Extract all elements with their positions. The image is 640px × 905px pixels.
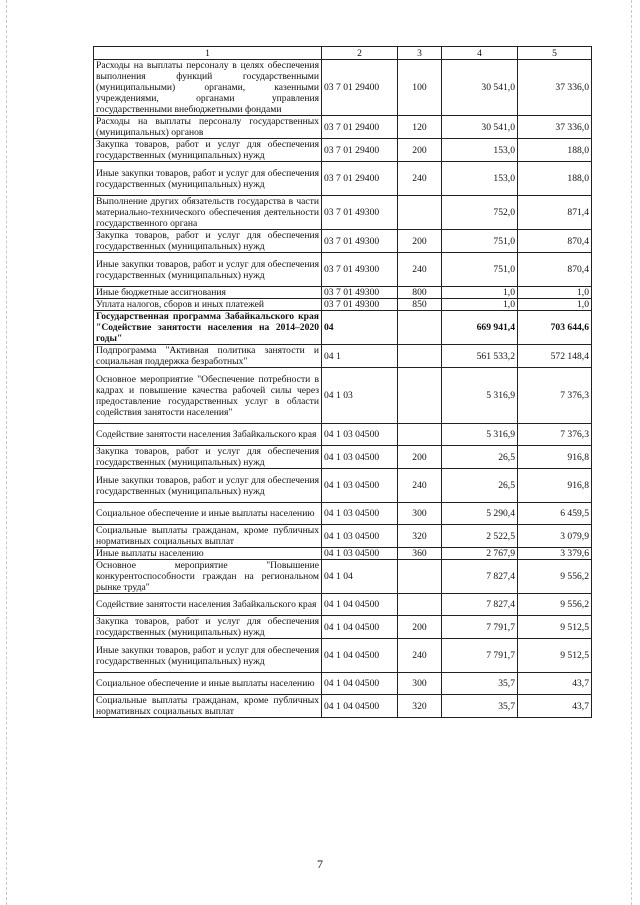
table-row	[94, 525, 592, 548]
row-type	[398, 368, 442, 424]
row-code: 04 1 04 04500	[322, 673, 398, 695]
row-name: Иные выплаты населению	[94, 548, 322, 560]
row-value-2022: 3 379,6	[518, 548, 592, 560]
row-type: 240	[398, 162, 442, 196]
table-row	[94, 60, 592, 116]
row-code: 04 1 03 04500	[322, 503, 398, 525]
row-value-2022: 1,0	[518, 287, 592, 299]
row-code: 04 1 04 04500	[322, 639, 398, 673]
row-type	[398, 424, 442, 446]
row-type: 120	[398, 116, 442, 139]
row-value-2022: 916,8	[518, 446, 592, 469]
row-code: 04 1 03 04500	[322, 548, 398, 560]
row-value-2021: 30 541,0	[442, 116, 518, 139]
row-code: 04 1 04 04500	[322, 695, 398, 718]
row-code: 04	[322, 311, 398, 345]
row-value-2021: 26,5	[442, 446, 518, 469]
row-value-2021: 2 522,5	[442, 525, 518, 548]
row-value-2022: 9 512,5	[518, 616, 592, 639]
row-name: Социальные выплаты гражданам, кроме публичных нормативных социальных выплат	[94, 525, 322, 548]
row-value-2021: 1,0	[442, 299, 518, 311]
page-number: 7	[317, 857, 323, 871]
row-name: Уплата налогов, сборов и иных платежей	[94, 299, 322, 311]
row-type: 100	[398, 60, 442, 116]
row-code: 04 1 03	[322, 368, 398, 424]
table-row	[94, 594, 592, 616]
row-value-2021: 1,0	[442, 287, 518, 299]
row-type: 200	[398, 230, 442, 253]
row-value-2022: 9 556,2	[518, 560, 592, 594]
table-row	[94, 548, 592, 560]
row-name: Социальное обеспечение и иные выплаты населению	[94, 673, 322, 695]
row-value-2021: 561 533,2	[442, 345, 518, 368]
row-value-2022: 3 079,9	[518, 525, 592, 548]
row-value-2021: 7 791,7	[442, 639, 518, 673]
table-row	[94, 230, 592, 253]
row-name: Социальные выплаты гражданам, кроме публичных нормативных социальных выплат	[94, 695, 322, 718]
row-name: Расходы на выплаты персоналу в целях обеспечения выполнения функций государственными (муниципальными) органами, казенными учреждениями, органами управления государственными внебюджетными фондами	[94, 60, 322, 116]
row-code: 04 1 04 04500	[322, 594, 398, 616]
row-value-2021: 5 290,4	[442, 503, 518, 525]
table-row	[94, 616, 592, 639]
table-row	[94, 639, 592, 673]
row-type: 240	[398, 639, 442, 673]
table-row	[94, 695, 592, 718]
row-code: 04 1 03 04500	[322, 424, 398, 446]
row-type	[398, 345, 442, 368]
row-type: 300	[398, 673, 442, 695]
row-type	[398, 560, 442, 594]
header-cell-4: 4	[442, 47, 518, 60]
header-row	[94, 47, 592, 60]
row-type: 360	[398, 548, 442, 560]
row-value-2021: 26,5	[442, 469, 518, 503]
row-value-2021: 669 941,4	[442, 311, 518, 345]
scan-edge-left	[6, 0, 8, 905]
row-code: 03 7 01 29400	[322, 162, 398, 196]
row-name: Закупка товаров, работ и услуг для обеспечения государственных (муниципальных) нужд	[94, 616, 322, 639]
table-row	[94, 446, 592, 469]
row-value-2022: 43,7	[518, 695, 592, 718]
row-name: Закупка товаров, работ и услуг для обеспечения государственных (муниципальных) нужд	[94, 446, 322, 469]
row-name: Содействие занятости населения Забайкальского края	[94, 424, 322, 446]
row-value-2021: 30 541,0	[442, 60, 518, 116]
row-code: 03 7 01 29400	[322, 60, 398, 116]
row-name: Расходы на выплаты персоналу государственных (муниципальных) органов	[94, 116, 322, 139]
table-row	[94, 116, 592, 139]
row-type: 300	[398, 503, 442, 525]
table-row	[94, 162, 592, 196]
row-value-2022: 1,0	[518, 299, 592, 311]
row-code: 03 7 01 49300	[322, 299, 398, 311]
row-type: 850	[398, 299, 442, 311]
table-row	[94, 424, 592, 446]
table-row	[94, 299, 592, 311]
table-row	[94, 196, 592, 230]
table-row	[94, 139, 592, 162]
row-code: 03 7 01 49300	[322, 230, 398, 253]
row-type: 200	[398, 139, 442, 162]
row-code: 03 7 01 29400	[322, 139, 398, 162]
row-type: 800	[398, 287, 442, 299]
row-code: 03 7 01 29400	[322, 116, 398, 139]
row-name: Закупка товаров, работ и услуг для обеспечения государственных (муниципальных) нужд	[94, 139, 322, 162]
row-type	[398, 594, 442, 616]
row-code: 03 7 01 49300	[322, 253, 398, 287]
row-value-2021: 2 767,9	[442, 548, 518, 560]
row-value-2021: 5 316,9	[442, 368, 518, 424]
row-value-2022: 37 336,0	[518, 60, 592, 116]
table-row	[94, 368, 592, 424]
scan-edge-right	[631, 0, 633, 905]
row-type: 240	[398, 253, 442, 287]
row-value-2021: 751,0	[442, 230, 518, 253]
row-type: 320	[398, 525, 442, 548]
table-row	[94, 311, 592, 345]
row-value-2021: 7 791,7	[442, 616, 518, 639]
row-value-2021: 7 827,4	[442, 560, 518, 594]
row-value-2022: 188,0	[518, 162, 592, 196]
row-code: 03 7 01 49300	[322, 287, 398, 299]
row-name: Иные закупки товаров, работ и услуг для обеспечения государственных (муниципальных) нужд	[94, 469, 322, 503]
header-cell-2: 2	[322, 47, 398, 60]
row-value-2022: 7 376,3	[518, 424, 592, 446]
row-name: Содействие занятости населения Забайкальского края	[94, 594, 322, 616]
row-value-2021: 153,0	[442, 162, 518, 196]
row-name: Выполнение других обязательств государства в части материально-технического обеспечения деятельности государственного органа	[94, 196, 322, 230]
row-name: Иные закупки товаров, работ и услуг для обеспечения государственных (муниципальных) нужд	[94, 639, 322, 673]
budget-table	[93, 46, 592, 718]
table-row	[94, 469, 592, 503]
row-code: 04 1 03 04500	[322, 525, 398, 548]
table-row	[94, 503, 592, 525]
row-type	[398, 311, 442, 345]
row-value-2021: 153,0	[442, 139, 518, 162]
row-name: Иные закупки товаров, работ и услуг для обеспечения государственных (муниципальных) нужд	[94, 162, 322, 196]
row-value-2022: 6 459,5	[518, 503, 592, 525]
row-name: Закупка товаров, работ и услуг для обеспечения государственных (муниципальных) нужд	[94, 230, 322, 253]
row-name: Основное мероприятие "Обеспечение потребности в кадрах и повышение качества рабочей силы через предоставление государственных услуг в области содействия занятости населения"	[94, 368, 322, 424]
row-type: 200	[398, 616, 442, 639]
row-value-2022: 871,4	[518, 196, 592, 230]
table-row	[94, 287, 592, 299]
table-row	[94, 253, 592, 287]
row-name: Иные бюджетные ассигнования	[94, 287, 322, 299]
row-type: 320	[398, 695, 442, 718]
row-code: 04 1 03 04500	[322, 469, 398, 503]
row-value-2022: 43,7	[518, 673, 592, 695]
table-row	[94, 345, 592, 368]
row-value-2022: 188,0	[518, 139, 592, 162]
row-name: Иные закупки товаров, работ и услуг для обеспечения государственных (муниципальных) нужд	[94, 253, 322, 287]
row-value-2022: 9 512,5	[518, 639, 592, 673]
row-value-2022: 870,4	[518, 253, 592, 287]
row-name: Подпрограмма "Активная политика занятости и социальная поддержка безработных"	[94, 345, 322, 368]
row-value-2021: 5 316,9	[442, 424, 518, 446]
row-code: 04 1 04 04500	[322, 616, 398, 639]
row-value-2022: 703 644,6	[518, 311, 592, 345]
row-type	[398, 196, 442, 230]
header-cell-1: 1	[94, 47, 322, 60]
row-value-2022: 572 148,4	[518, 345, 592, 368]
row-type: 200	[398, 446, 442, 469]
row-name: Основное мероприятие "Повышение конкурентоспособности граждан на региональном рынке труда"	[94, 560, 322, 594]
row-value-2022: 870,4	[518, 230, 592, 253]
row-value-2021: 751,0	[442, 253, 518, 287]
row-value-2022: 916,8	[518, 469, 592, 503]
header-cell-3: 3	[398, 47, 442, 60]
row-name: Государственная программа Забайкальского края "Содействие занятости населения на 2014–2020 годы"	[94, 311, 322, 345]
row-value-2022: 7 376,3	[518, 368, 592, 424]
row-code: 04 1	[322, 345, 398, 368]
row-value-2021: 35,7	[442, 673, 518, 695]
row-value-2021: 7 827,4	[442, 594, 518, 616]
row-value-2022: 37 336,0	[518, 116, 592, 139]
row-name: Социальное обеспечение и иные выплаты населению	[94, 503, 322, 525]
table-row	[94, 673, 592, 695]
row-value-2022: 9 556,2	[518, 594, 592, 616]
row-type: 240	[398, 469, 442, 503]
table-row	[94, 560, 592, 594]
row-code: 03 7 01 49300	[322, 196, 398, 230]
row-value-2021: 35,7	[442, 695, 518, 718]
header-cell-5: 5	[518, 47, 592, 60]
row-code: 04 1 03 04500	[322, 446, 398, 469]
row-code: 04 1 04	[322, 560, 398, 594]
row-value-2021: 752,0	[442, 196, 518, 230]
